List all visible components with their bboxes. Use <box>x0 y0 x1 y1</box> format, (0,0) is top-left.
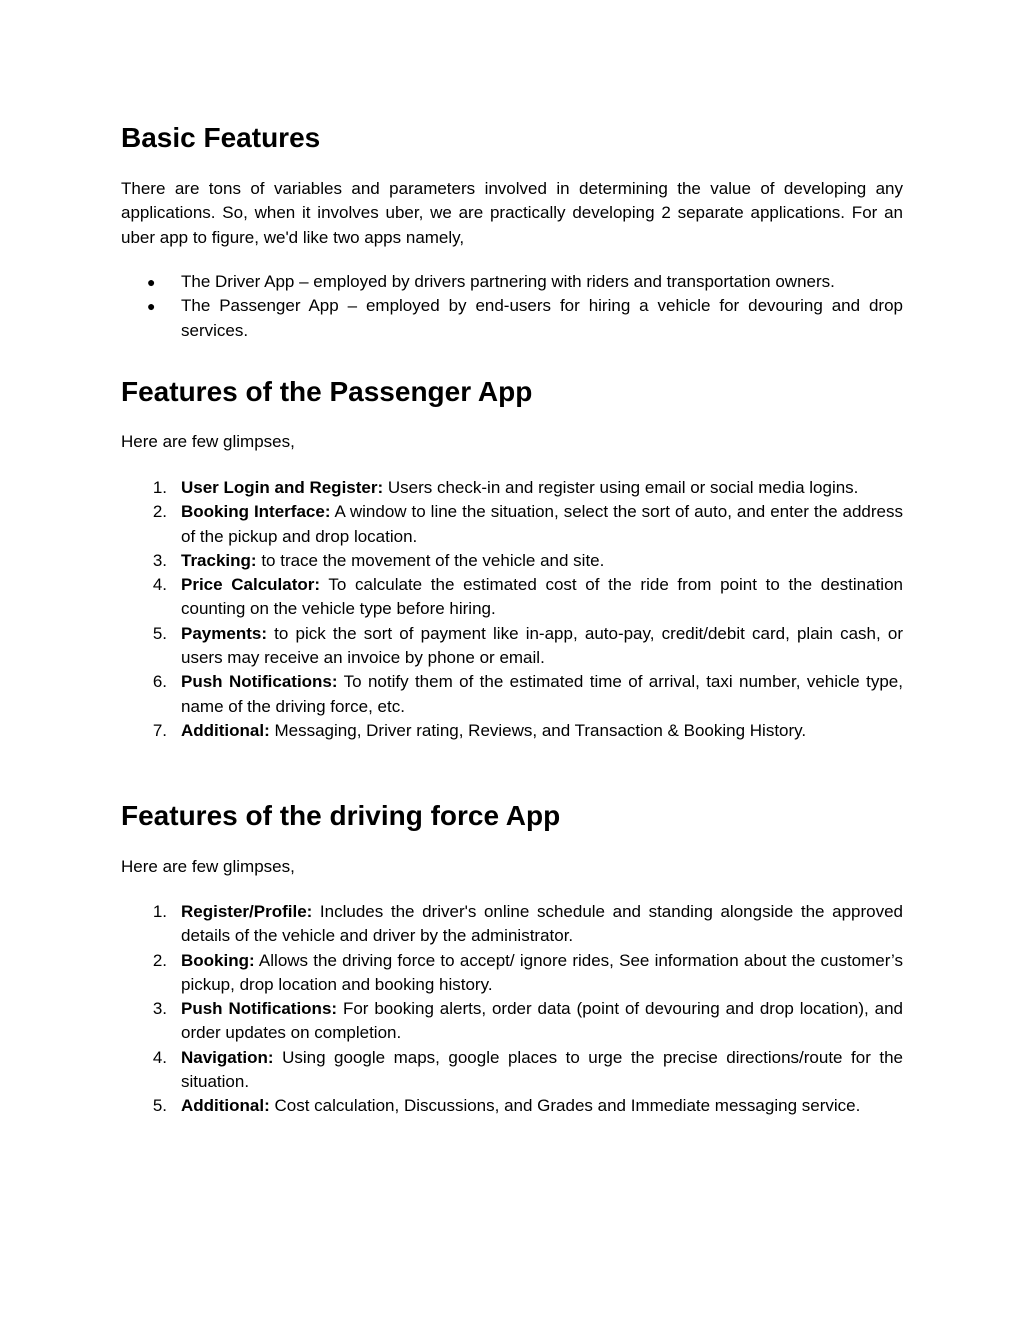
list-item <box>121 622 903 671</box>
feature-label: Navigation: <box>181 1047 274 1067</box>
list-item <box>121 294 903 343</box>
list-item <box>121 719 903 743</box>
list-item <box>121 670 903 719</box>
driver-intro: Here are few glimpses, <box>121 857 295 876</box>
feature-text: A window to line the situation, select the sort of auto, and enter the address of the pickup and drop location. <box>181 502 903 546</box>
feature-text: Users check-in and register using email or social media logins. <box>383 478 859 497</box>
list-number: 7. <box>152 720 167 740</box>
feature-text: to trace the movement of the vehicle and site. <box>256 550 605 570</box>
feature-label: User Login and Register: <box>181 478 384 497</box>
feature-text: Using google maps, google places to urge the precise directions/route for the situation. <box>181 1047 903 1092</box>
list-item <box>121 949 903 998</box>
list-item <box>121 573 903 622</box>
feature-text: Cost calculation, Discussions, and Grades and Immediate messaging service. <box>269 1096 861 1116</box>
list-item <box>121 1046 903 1095</box>
bullet-icon: ● <box>147 298 156 315</box>
feature-label: Price Calculator: <box>181 575 321 595</box>
feature-text: to pick the sort of payment like in-app, auto-pay, credit/debit card, plain cash, or users may receive an invoice by phone or email. <box>181 623 903 668</box>
list-number: 4. <box>152 575 167 595</box>
list-item <box>121 549 903 573</box>
passenger-intro: Here are few glimpses, <box>121 432 295 451</box>
list-item <box>121 500 903 549</box>
list-item <box>121 997 903 1046</box>
feature-label: Register/Profile: <box>181 902 313 921</box>
basic-intro-paragraph: There are tons of variables and parameters involved in determining the value of developing any applications. So, when it involves uber, we are practically developing 2 separate applications. For an uber app to figure, we'd like two apps namely, <box>121 179 903 247</box>
list-number: 4. <box>152 1047 167 1067</box>
list-item <box>121 1094 903 1118</box>
feature-label: Additional: <box>181 720 270 740</box>
feature-label: Push Notifications: <box>181 672 338 692</box>
list-number: 3. <box>152 550 167 570</box>
feature-label: Tracking: <box>181 550 257 570</box>
list-number: 6. <box>152 672 167 692</box>
apps-bullet-list <box>121 270 903 343</box>
feature-label: Payments: <box>181 623 267 643</box>
feature-label: Booking: <box>181 950 255 970</box>
list-number: 1. <box>152 478 167 497</box>
feature-text: Includes the driver's online schedule and standing alongside the approved details of the vehicle and driver by the administrator. <box>181 902 903 946</box>
bullet-text: The Driver App – employed by drivers partnering with riders and transportation owners. <box>181 272 835 291</box>
feature-text: Messaging, Driver rating, Reviews, and Transaction & Booking History. <box>269 720 807 740</box>
feature-text: To notify them of the estimated time of arrival, taxi number, vehicle type, name of the driving force, etc. <box>181 672 903 716</box>
heading-passenger-app: Features of the Passenger App <box>121 376 533 407</box>
list-number: 2. <box>152 950 167 970</box>
feature-label: Push Notifications: <box>181 999 338 1019</box>
list-number: 1. <box>152 902 167 921</box>
passenger-features-list <box>121 476 903 743</box>
list-number: 2. <box>152 502 167 522</box>
list-item <box>121 270 903 294</box>
list-item <box>121 900 903 949</box>
bullet-icon: ● <box>147 274 156 290</box>
driver-features-list <box>121 900 903 1119</box>
list-number: 3. <box>152 999 167 1019</box>
list-number: 5. <box>152 623 167 643</box>
feature-text: Allows the driving force to accept/ ignore rides, See information about the customer’s pickup, drop location and booking history. <box>181 950 903 994</box>
feature-text: For booking alerts, order data (point of devouring and drop location), and order updates on completion. <box>181 999 903 1043</box>
feature-text: To calculate the estimated cost of the ride from point to the destination counting on the vehicle type before hiring. <box>181 575 903 619</box>
list-item <box>121 476 903 500</box>
heading-driver-app: Features of the driving force App <box>121 800 561 831</box>
bullet-text: The Passenger App – employed by end-users for hiring a vehicle for devouring and drop services. <box>181 296 903 340</box>
feature-label: Booking Interface: <box>181 502 331 522</box>
heading-basic-features: Basic Features <box>121 122 321 153</box>
list-number: 5. <box>152 1096 167 1116</box>
feature-label: Additional: <box>181 1096 270 1116</box>
